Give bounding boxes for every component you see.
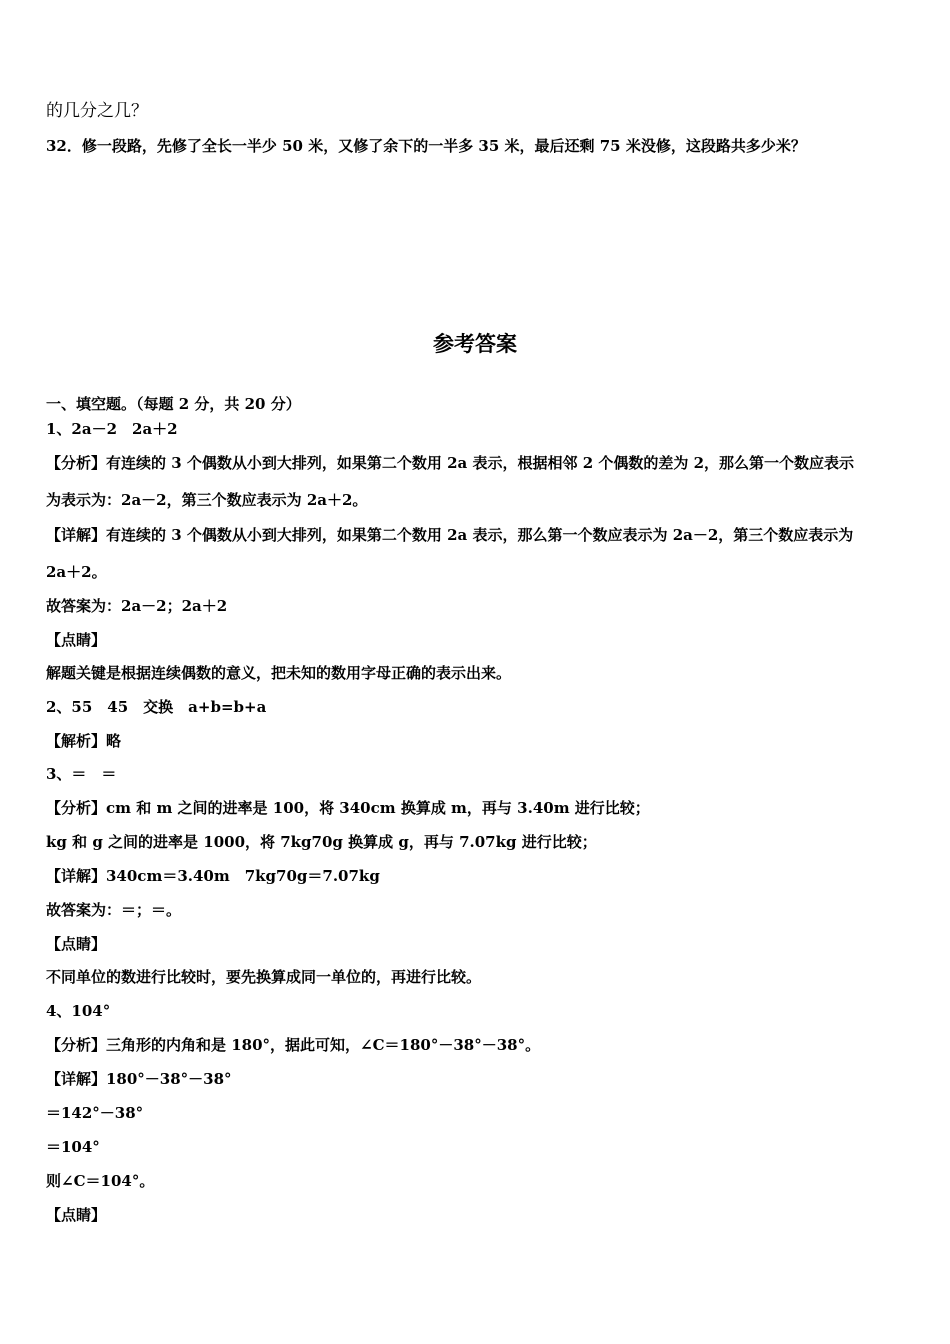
analysis-3-line2: kg 和 g 之间的进率是 1000，将 7kg70g 换算成 g，再与 7.07kg 进行比较； xyxy=(46,833,597,851)
analysis-1-line1: 【分析】有连续的 3 个偶数从小到大排列，如果第二个数用 2a 表示，根据相邻 2 个偶数的差为 2，那么第一个数应表示 xyxy=(46,454,855,472)
answer-title: 参考答案 xyxy=(433,332,517,356)
question-tail: 的几分之几？ xyxy=(46,101,148,121)
question-32: 32．修一段路，先修了全长一半少 50 米，又修了余下的一半多 35 米，最后还剩 75 米没修，这段路共多少米？ xyxy=(46,137,806,155)
step-4-2: ＝104° xyxy=(46,1138,100,1156)
comment-3: 不同单位的数进行比较时，要先换算成同一单位的，再进行比较。 xyxy=(46,968,482,986)
detail-3: 【详解】340cm＝3.40m 7kg70g＝7.07kg xyxy=(46,867,380,885)
conclusion-1: 故答案为：2a－2；2a＋2 xyxy=(46,597,228,615)
conclusion-4: 则∠C＝104°。 xyxy=(46,1172,155,1190)
conclusion-3: 故答案为：＝；＝。 xyxy=(46,901,182,919)
step-4-1: ＝142°－38° xyxy=(46,1104,144,1122)
comment-label-3: 【点睛】 xyxy=(46,935,107,953)
analysis-4: 【分析】三角形的内角和是 180°，据此可知，∠C＝180°－38°－38°。 xyxy=(46,1036,541,1054)
analysis-1-line2: 为表示为：2a－2，第三个数应表示为 2a＋2。 xyxy=(46,491,368,509)
answer-4: 4、104° xyxy=(46,1002,111,1020)
comment-label-1: 【点睛】 xyxy=(46,631,107,649)
detail-1-line2: 2a＋2。 xyxy=(46,563,107,581)
analysis-3-line1: 【分析】cm 和 m 之间的进率是 100，将 340cm 换算成 m，再与 3.40m 进行比较； xyxy=(46,799,650,817)
answer-3: 3、＝ ＝ xyxy=(46,765,117,783)
answer-2: 2、55 45 交换 a+b=b+a xyxy=(46,698,267,716)
detail-1-line1: 【详解】有连续的 3 个偶数从小到大排列，如果第二个数用 2a 表示，那么第一个数应表示为 2a－2，第三个数应表示为 xyxy=(46,526,854,544)
comment-1: 解题关键是根据连续偶数的意义，把未知的数用字母正确的表示出来。 xyxy=(46,664,512,682)
analysis-2: 【解析】略 xyxy=(46,732,122,750)
detail-4: 【详解】180°－38°－38° xyxy=(46,1070,232,1088)
section-heading: 一、填空题。（每题 2 分，共 20 分） xyxy=(46,395,301,413)
comment-label-4: 【点睛】 xyxy=(46,1206,107,1224)
answer-1: 1、2a－2 2a＋2 xyxy=(46,420,178,438)
